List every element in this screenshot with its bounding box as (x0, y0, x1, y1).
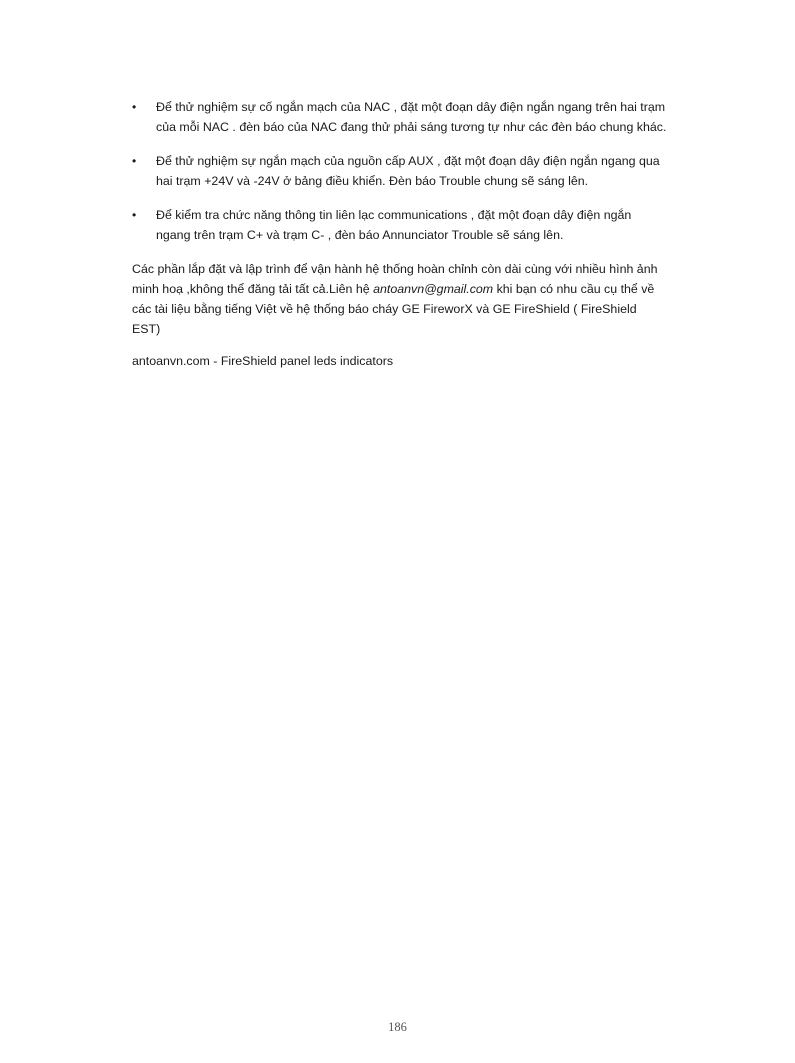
bullet-text: Để kiểm tra chức năng thông tin liên lạc communications , đặt một đoạn dây điện ngắn ngang trên trạm C+ và trạm C- , đèn báo Annunciator Trouble sẽ sáng lên. (156, 208, 632, 242)
paragraph-text-after: khi bạn có nhu cầu cụ thể về các tài liệu bằng tiếng Việt về hệ thống báo cháy GE FireworX và GE FireShield ( FireShield EST) (132, 282, 655, 336)
bullet-item (132, 205, 667, 245)
bullet-text: Để thử nghiệm sự cố ngắn mạch của NAC , đặt một đoạn dây điện ngắn ngang trên hai trạm của mỗi NAC . đèn báo của NAC đang thử phải sáng tương tự như các đèn báo chung khác. (156, 100, 667, 134)
email-link[interactable]: antoanvn@gmail.com (373, 282, 494, 296)
bullet-text: Để thử nghiệm sự ngắn mạch của nguồn cấp AUX , đặt một đoạn dây điện ngắn ngang qua hai trạm +24V và -24V ở bảng điều khiển. Đèn báo Trouble chung sẽ sáng lên. (156, 154, 660, 188)
bullet-list (132, 97, 667, 245)
bullet-icon: • (132, 208, 137, 222)
bullet-icon: • (132, 154, 137, 168)
bullet-item (132, 151, 667, 191)
page-content (132, 97, 667, 371)
bullet-icon: • (132, 100, 137, 114)
page-number: 186 (388, 1020, 407, 1034)
bullet-item (132, 97, 667, 137)
contact-paragraph (132, 259, 667, 339)
source-line: antoanvn.com - FireShield panel leds indicators (132, 354, 394, 368)
paragraph-text-before: Các phần lắp đặt và lập trình để vận hành hệ thống hoàn chỉnh còn dài cùng với nhiều hình ảnh minh hoạ ,không thể đăng tải tất cả.Liên hệ (132, 262, 658, 296)
